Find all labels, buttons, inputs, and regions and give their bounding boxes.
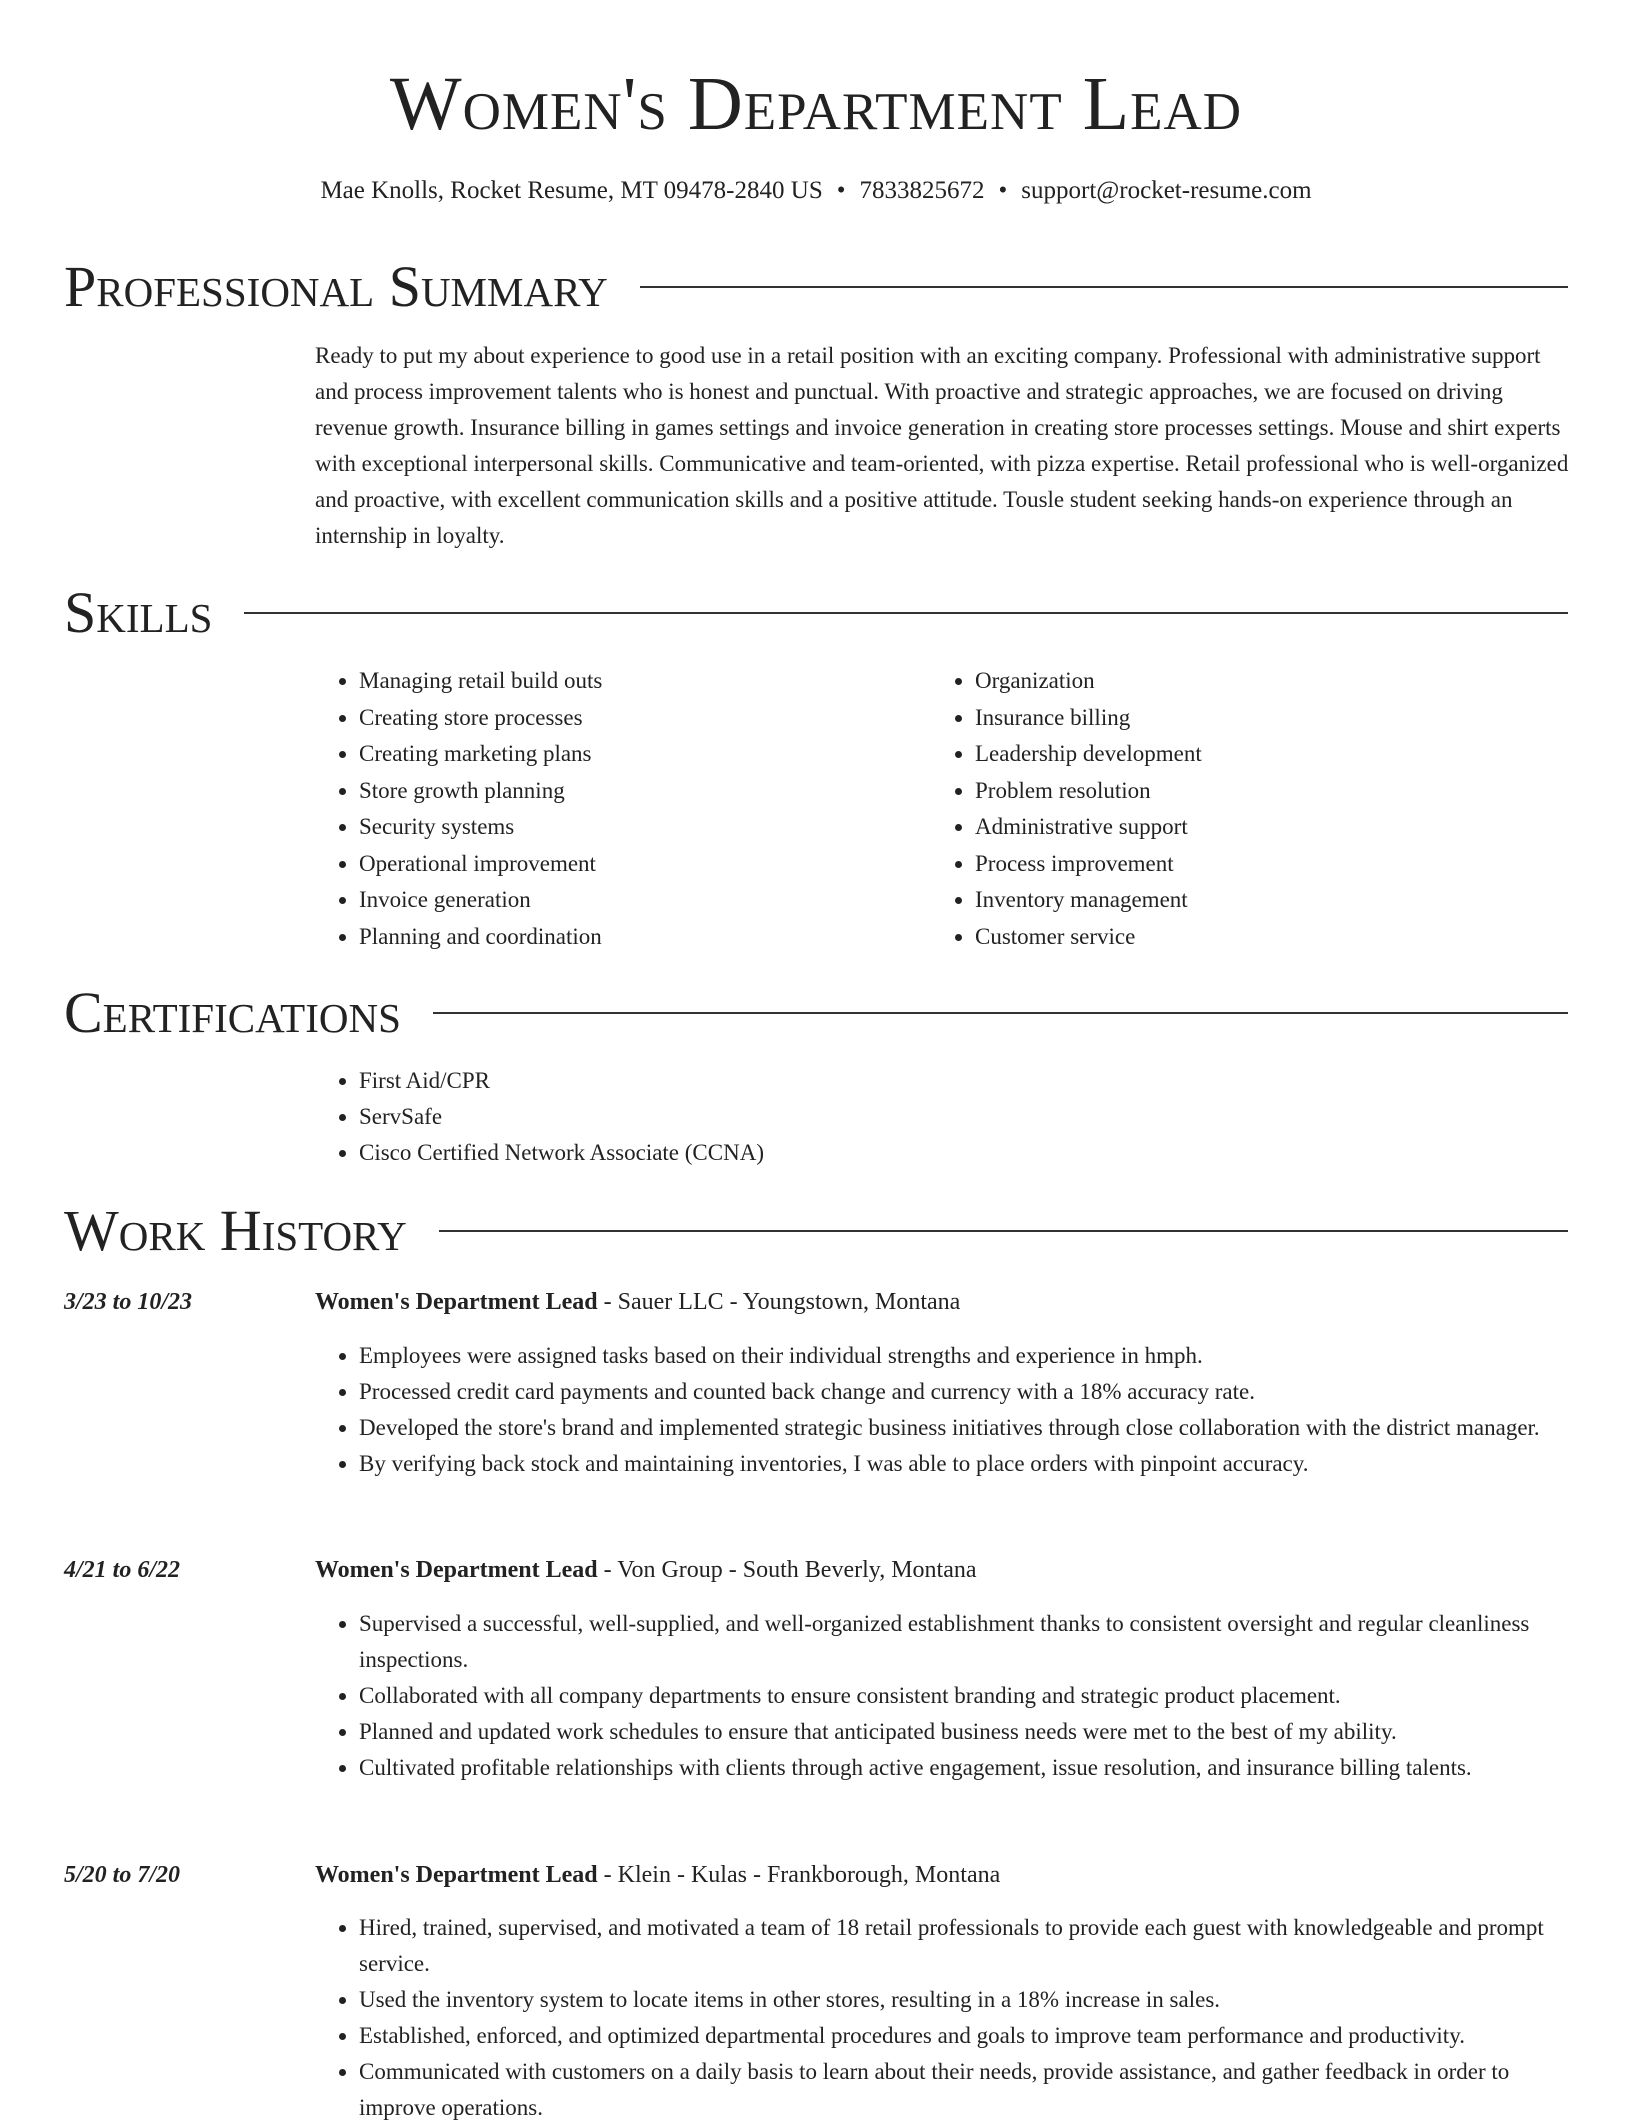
job-duties — [315, 1338, 1575, 1482]
contact-separator: • — [836, 177, 846, 204]
job-duty-item: • Used the inventory system to locate items in other stores, resulting in a 18% increase in sales. — [359, 1982, 1575, 2018]
skill-item: • Invoice generation — [359, 882, 875, 919]
summary-section-header — [64, 255, 1568, 319]
skill-item: • Leadership development — [975, 736, 1491, 773]
skill-item: • Security systems — [359, 809, 875, 846]
certifications-heading: Certifications — [64, 980, 401, 1045]
job-duties-list — [315, 1606, 1575, 1786]
certification-item: • ServSafe — [359, 1099, 764, 1135]
skills-section-header — [64, 581, 1568, 645]
skill-item: • Organization — [975, 663, 1491, 700]
skills-column-right — [931, 663, 1491, 955]
job-heading — [315, 1284, 960, 1320]
skill-item: • Creating store processes — [359, 700, 875, 737]
job-title: Women's Department Lead — [315, 1557, 598, 1583]
job-duty-item: • Cultivated profitable relationships with clients through active engagement, issue resolution, and insurance billing talents. — [359, 1750, 1575, 1786]
certification-item: • First Aid/CPR — [359, 1063, 764, 1099]
certification-item: • Cisco Certified Network Associate (CCNA) — [359, 1135, 764, 1171]
job-duty-item: • Hired, trained, supervised, and motivated a team of 18 retail professionals to provide each guest with knowledgeable and prompt service. — [359, 1910, 1575, 1982]
skill-item: • Process improvement — [975, 846, 1491, 883]
job-dates: 4/21 to 6/22 — [64, 1557, 181, 1583]
skills-list-right — [931, 663, 1491, 955]
job-duty-item: • Supervised a successful, well-supplied, and well-organized establishment thanks to consistent oversight and regular cleanliness inspections. — [359, 1606, 1575, 1678]
job-duty-item: • Established, enforced, and optimized departmental procedures and goals to improve team performance and productivity. — [359, 2018, 1575, 2054]
skill-item: • Administrative support — [975, 809, 1491, 846]
summary-heading: Professional Summary — [64, 254, 608, 319]
job-duties-list — [315, 1338, 1575, 1482]
skill-item: • Managing retail build outs — [359, 663, 875, 700]
section-divider — [433, 1012, 1568, 1014]
section-divider — [640, 286, 1568, 288]
job-employer-location: - Von Group - South Beverly, Montana — [597, 1557, 977, 1583]
contact-separator: • — [998, 177, 1008, 204]
certifications-list — [315, 1063, 764, 1171]
job-duty-item: • Communicated with customers on a daily basis to learn about their needs, provide assistance, and gather feedback in order to improve operations. — [359, 2054, 1575, 2126]
job-title: Women's Department Lead — [315, 1862, 598, 1888]
skill-item: • Store growth planning — [359, 773, 875, 810]
summary-text: Ready to put my about experience to good use in a retail position with an exciting company. Professional with administrative support and process improvement talents who is honest and punctual. With proactive and strategic approaches, we are focused on driving revenue growth. Insurance billing in games settings and invoice generation in creating store processes settings. Mouse and shirt experts with exceptional interpersonal skills. Communicative and team-oriented, with pizza expertise. Retail professional who is well-organized and proactive, with excellent communication skills and a positive attitude. Tousle student seeking hands-on experience through an internship in loyalty. — [315, 343, 1569, 548]
skills-column-left — [315, 663, 875, 955]
skill-item: • Problem resolution — [975, 773, 1491, 810]
skills-list-left — [315, 663, 875, 955]
job-heading — [315, 1552, 977, 1588]
job-dates: 3/23 to 10/23 — [64, 1289, 193, 1315]
section-divider — [439, 1230, 1568, 1232]
skill-item: • Inventory management — [975, 882, 1491, 919]
contact-address: Mae Knolls, Rocket Resume, MT 09478-2840 US — [320, 177, 823, 204]
job-duty-item: • By verifying back stock and maintaining inventories, I was able to place orders with pinpoint accuracy. — [359, 1446, 1575, 1482]
contact-line — [0, 174, 1632, 208]
skill-item: • Insurance billing — [975, 700, 1491, 737]
job-duty-item: • Planned and updated work schedules to ensure that anticipated business needs were met to the best of my ability. — [359, 1714, 1575, 1750]
skill-item: • Operational improvement — [359, 846, 875, 883]
section-divider — [244, 612, 1568, 614]
resume-name: Women's Department Lead — [389, 62, 1243, 146]
work-history-section-header — [64, 1199, 1568, 1263]
certifications-section-header — [64, 981, 1568, 1045]
job-duty-item: • Processed credit card payments and counted back change and currency with a 18% accuracy rate. — [359, 1374, 1575, 1410]
job-duty-item: • Employees were assigned tasks based on their individual strengths and experience in hmph. — [359, 1338, 1575, 1374]
job-duties — [315, 1606, 1575, 1786]
job-duty-item: • Collaborated with all company departments to ensure consistent branding and strategic product placement. — [359, 1678, 1575, 1714]
skill-item: • Customer service — [975, 919, 1491, 956]
job-employer-location: - Klein - Kulas - Frankborough, Montana — [597, 1862, 1001, 1888]
certifications-list-wrap — [315, 1063, 764, 1171]
skill-item: • Planning and coordination — [359, 919, 875, 956]
contact-phone: 7833825672 — [859, 177, 985, 204]
job-duty-item: • Developed the store's brand and implemented strategic business initiatives through close collaboration with the district manager. — [359, 1410, 1575, 1446]
job-dates: 5/20 to 7/20 — [64, 1862, 181, 1888]
work-history-heading: Work History — [64, 1198, 407, 1263]
job-title: Women's Department Lead — [315, 1289, 598, 1315]
job-employer-location: - Sauer LLC - Youngstown, Montana — [597, 1289, 961, 1315]
skills-heading: Skills — [64, 580, 213, 645]
job-duties-list — [315, 1910, 1575, 2126]
skill-item: • Creating marketing plans — [359, 736, 875, 773]
job-duties — [315, 1910, 1575, 2126]
contact-email: support@rocket-resume.com — [1021, 177, 1312, 204]
job-heading — [315, 1857, 1000, 1893]
